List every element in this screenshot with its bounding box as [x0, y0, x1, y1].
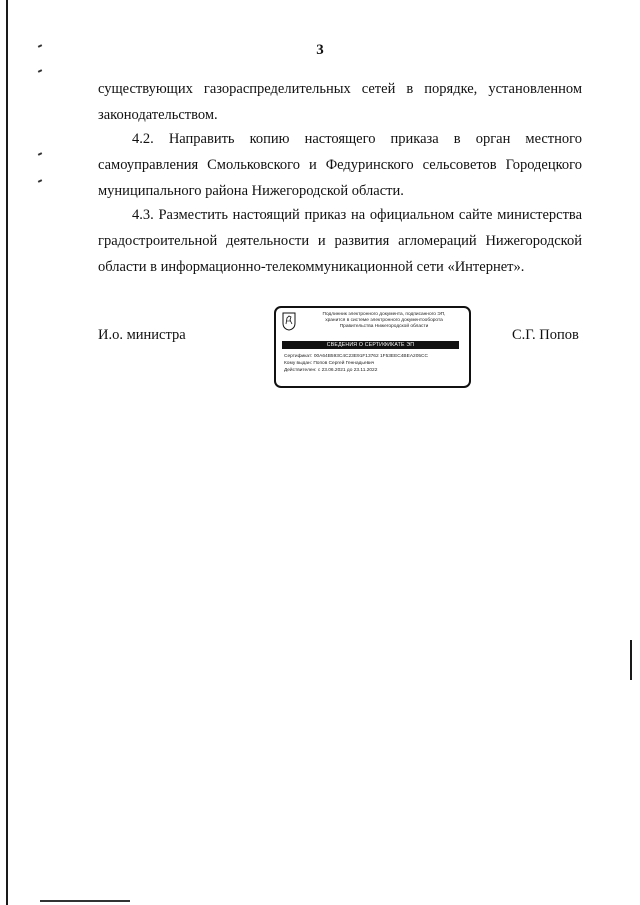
- stamp-header-line: Подлинник электронного документа, подписанного ЭП,: [322, 312, 446, 317]
- scan-speck: [38, 152, 42, 156]
- signatory-title: И.о. министра: [98, 327, 186, 343]
- stamp-header: [304, 312, 464, 330]
- paragraph-4-3: [98, 202, 582, 280]
- scan-speck: [38, 179, 42, 183]
- paragraph-4-2: [98, 126, 582, 204]
- stamp-title-bar: СВЕДЕНИЯ О СЕРТИФИКАТЕ ЭП: [282, 341, 459, 349]
- scan-speck: [38, 69, 42, 73]
- coat-of-arms-icon: [282, 312, 296, 331]
- scan-mark-bottom: [40, 900, 130, 902]
- text-line: области в информационно-телекоммуникационной сети «Интернет».: [98, 259, 525, 275]
- stamp-validity: Действителен: с 23.06.2021 до 23.11.2022: [284, 368, 378, 373]
- stamp-header-line: хранится в системе электронного документооборота: [325, 318, 443, 323]
- scan-edge-left: [6, 0, 8, 905]
- stamp-header-line: Правительства Нижегородской области: [339, 324, 429, 329]
- page-number: 3: [316, 42, 324, 58]
- text-line: градостроительной деятельности и развития агломераций Нижегородской: [98, 233, 582, 249]
- electronic-signature-stamp: [274, 306, 471, 388]
- stamp-certificate: Сертификат: 00A64B593C4C23E91F13762 1F53EEC4BEA205CC: [284, 354, 428, 359]
- paragraph-continuation: [98, 76, 582, 128]
- text-line: муниципального района Нижегородской области.: [98, 183, 404, 199]
- text-line: законодательством.: [98, 107, 218, 123]
- text-line: самоуправления Смольковского и Федуринского сельсоветов Городецкого: [98, 157, 582, 173]
- signatory-name: С.Г. Попов: [512, 327, 579, 343]
- scan-edge-right: [630, 640, 632, 680]
- text-line: существующих газораспределительных сетей в порядке, установленном: [98, 81, 582, 97]
- text-line: 4.2. Направить копию настоящего приказа в орган местного: [132, 131, 582, 147]
- stamp-issued-to: Кому выдан: Попов Сергей Геннадьевич: [284, 361, 375, 366]
- text-line: 4.3. Разместить настоящий приказ на официальном сайте министерства: [132, 207, 582, 223]
